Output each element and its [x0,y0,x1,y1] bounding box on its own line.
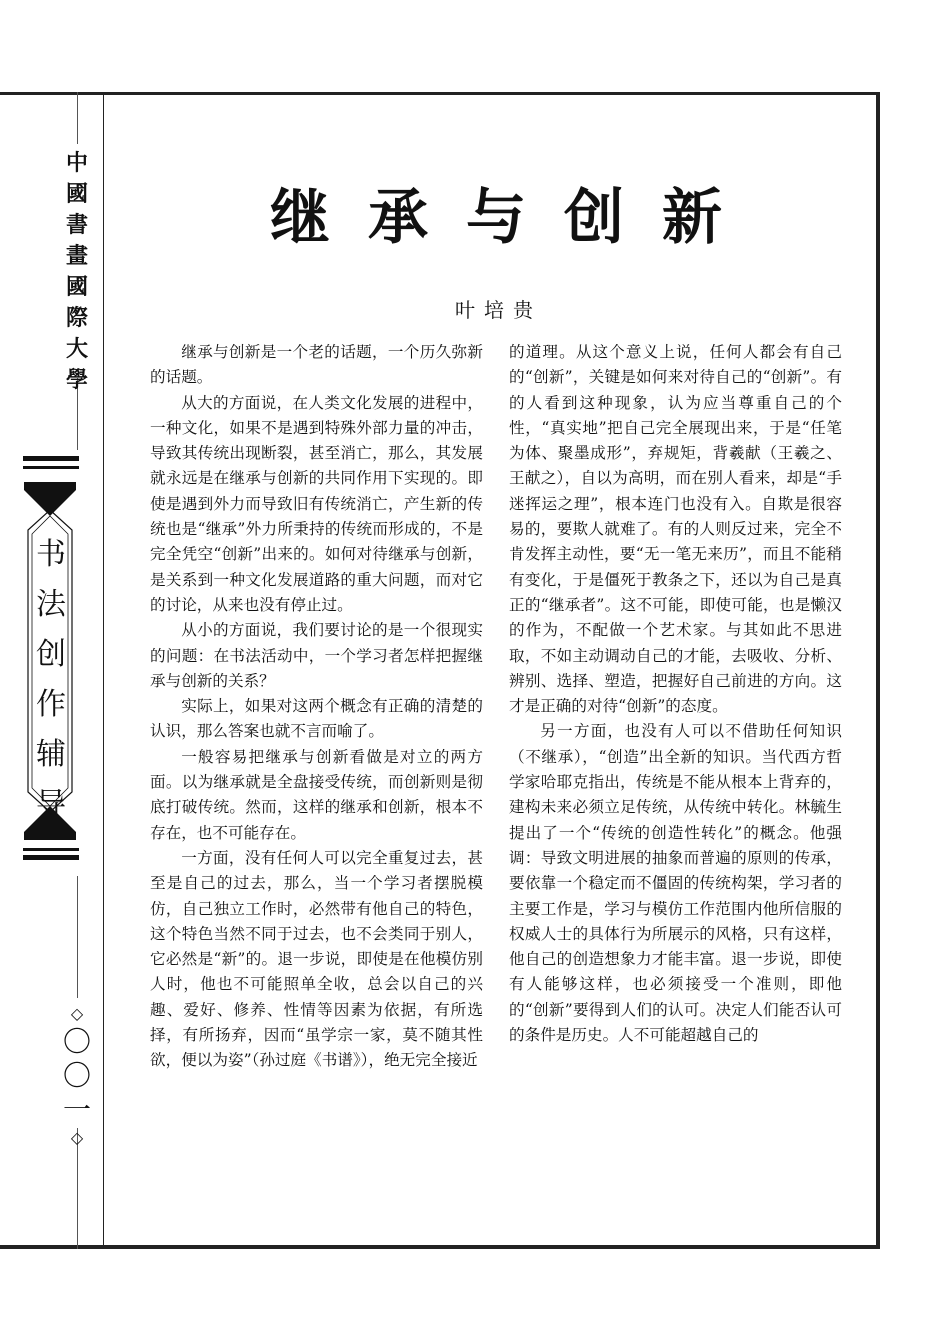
paragraph: 一方面，没有任何人可以完全重复过去，甚至是自己的过去，那么，当一个学习者摆脱模仿，自己独立工作时，必然带有他自己的特色，这个特色当然不同于过去，也不会类同于别人，它必然是“新”的。退一步说，即使是在他模仿别人时，他也不可能照单全收，总会以自己的兴趣、爱好、修养、性情等因素为依据，有所选择，有所扬弃，因而“虽学宗一家，莫不随其性欲，便以为姿”（孙过庭《书谱》），绝无完全接近 [150,848,483,1070]
diamond-icon: ◇ [70,1128,84,1147]
section-title: 书 法 创 作 辅 导 [36,537,66,822]
sidebar-rule [77,876,78,998]
paragraph: 一般容易把继承与创新看做是对立的两方面。以为继承就是全盘接受传统，而创新则是彻底打破传统。然而，这样的继承和创新，根本不存在，也不可能存在。 [150,747,483,842]
article-title: 继承与创新 [270,183,760,253]
paragraph: 另一方面，也没有人可以不借助任何知识（不继承），“创造”出全新的知识。当代西方哲学家哈耶克指出，传统是不能从根本上背弃的，建构未来必须立足传统，从传统中转化。林毓生提出了一个“传统的创造性转化”的概念。他强调：导致文明进展的抽象而普遍的原则的传承，要依靠一个稳定而不僵固的传统构架，学习者的主要工作是，学习与模仿工作范围内他所信服的权威人士的具体行为所展示的风格，只有这样，他自己的创造想象力才能丰富。退一步说，即使有人能够这样，也必须接受一个准则，即他的“创新”要得到人们的认可。决定人们能否认可的条件是历史。人不可能超越自己的 [509,722,842,1045]
frame-inner-border [103,95,104,1245]
page-number: ◇ 〇 〇 一 ◇ [60,1003,94,1149]
left-column [150,340,483,1074]
sidebar-rule [77,92,78,144]
plaque-bottom-band [23,855,79,860]
plaque-top-band [23,466,79,469]
paragraph: 实际上，如果对这两个概念有正确的清楚的认识，那么答案也就不言而喻了。 [150,697,483,741]
plaque-top-ornament [24,482,76,516]
paragraph: 的道理。从这个意义上说，任何人都会有自己的“创新”，关键是如何来对待自己的“创新”。有的人看到这种现象，认为应当尊重自己的个性，“真实地”把自己完全展现出来，于是“任笔为体、聚墨成形”，弃规矩，背羲献（王羲之、王献之），自以为高明，而在别人看来，却是“手迷挥运之理”，根本连门也没有入。自欺是很容易的，要欺人就难了。有的人则反过来，完全不肯发挥主动性，要“无一笔无来历”，而且不能稍有变化，于是僵死于教条之下，还以为自己是真正的“继承者”。这不可能，即使可能，也是懒汉的作为，不配做一个艺术家。与其如此不思进取，不如主动调动自己的才能，去吸收、分析、辨别、选择、塑造，把握好自己前进的方向。这才是正确的对待“创新”的态度。 [509,343,842,716]
article-author: 叶培贵 [455,298,542,322]
right-column [509,340,842,1048]
paragraph: 继承与创新是一个老的话题，一个历久弥新的话题。 [150,343,483,387]
plaque-top-band [23,456,79,461]
paragraph: 从小的方面说，我们要讨论的是一个很现实的问题：在书法活动中，一个学习者怎样把握继承与创新的关系？ [150,621,483,690]
paragraph: 从大的方面说，在人类文化发展的进程中，一种文化，如果不是遇到特殊外部力量的冲击，导致其传统出现断裂，甚至消亡，那么，其发展就永远是在继承与创新的共同作用下实现的。即使是遇到外力而导致旧有传统消亡，产生新的传统也是“继承”外力所秉持的传统而形成的，不是完全凭空“创新”出来的。如何对待继承与创新，是关系到一种文化发展道路的重大问题，而对它的讨论，从来也没有停止过。 [150,393,483,614]
university-name: 中 國 書 畫 國 際 大 學 [65,150,88,393]
plaque-bottom-band [23,848,79,851]
diamond-icon: ◇ [70,1004,84,1023]
